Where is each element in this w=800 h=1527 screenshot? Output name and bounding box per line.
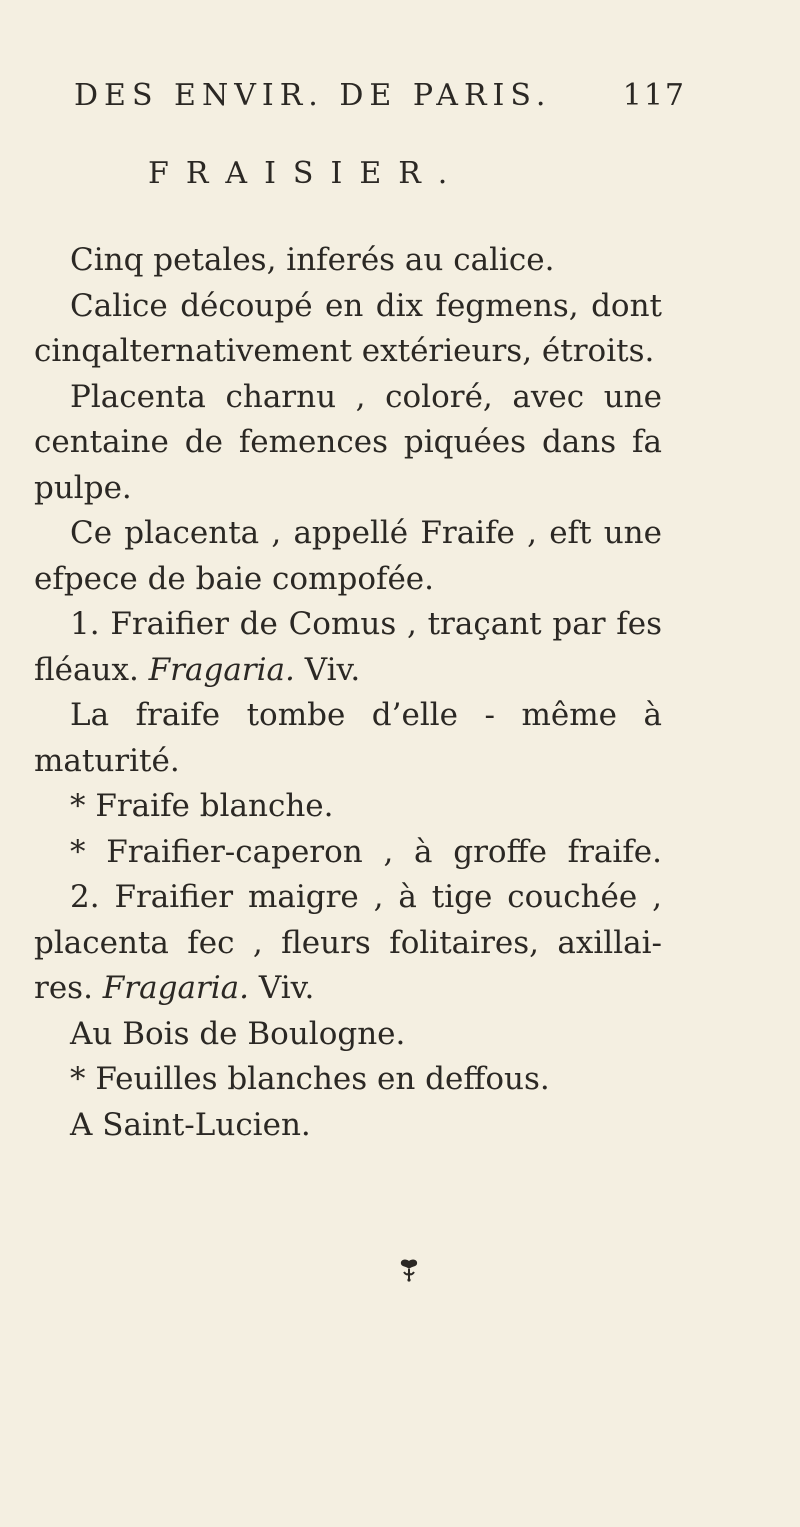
text-line: [34, 921, 662, 967]
text-line-main: * Feuilles blanches en deffous.: [70, 1061, 550, 1097]
text-line-main: Au Bois de Boulogne.: [70, 1015, 406, 1052]
text-line: [34, 557, 662, 603]
text-line: [34, 693, 662, 739]
text-line-main: res.: [34, 970, 93, 1006]
text-line: [34, 420, 662, 466]
text-line: [34, 511, 662, 557]
text-line-main: fléaux.: [34, 651, 139, 688]
running-head-title: DES ENVIR. DE PARIS.: [74, 78, 552, 113]
text-line-main: La fraife tombe d’elle - même à: [70, 697, 662, 733]
text-line-main: 1. Fraifier de Comus , traçant par fes: [70, 606, 662, 642]
text-line-main: pulpe.: [34, 469, 132, 506]
text-line: [34, 1103, 662, 1149]
text-line-main: maturité.: [34, 742, 180, 779]
page-number: 117: [622, 78, 686, 113]
genus-name: Fragaria.: [148, 651, 295, 688]
text-line: [34, 784, 662, 830]
text-line: [34, 830, 662, 876]
text-line-main: efpece de baie compofée.: [34, 560, 435, 597]
text-line: [34, 875, 662, 921]
text-line-main: Placenta charnu , coloré, avec une: [70, 378, 662, 415]
text-line: [34, 375, 662, 421]
text-line: [34, 238, 662, 284]
body-text: [34, 238, 662, 1148]
text-line-main: * Fraifier-caperon , à groffe fraife.: [70, 833, 662, 870]
running-head: [74, 78, 686, 113]
text-line: [34, 1057, 662, 1103]
text-line: [34, 466, 662, 512]
text-line: [34, 1012, 662, 1058]
text-line: [34, 602, 662, 648]
text-line-main: Cinq petales, inferés au calice.: [70, 242, 555, 278]
text-line-main: Calice découpé en dix fegmens, dont: [70, 287, 662, 324]
text-line: [34, 739, 662, 785]
text-line-main: 2. Fraifier maigre , à tige couchée ,: [70, 879, 662, 915]
text-line-main: Ce placenta , appellé Fraife , eft une: [70, 515, 662, 551]
text-line: [34, 966, 662, 1012]
text-line: [34, 648, 662, 694]
text-line: [34, 284, 662, 330]
text-line: [34, 329, 662, 375]
section-title: FRAISIER.: [148, 156, 465, 191]
text-line-tail: Viv.: [249, 970, 315, 1006]
fleuron-icon: [396, 1258, 422, 1282]
text-line-main: A Saint-Lucien.: [70, 1106, 311, 1143]
genus-name: Fragaria.: [102, 970, 250, 1006]
text-line-main: * Fraife blanche.: [70, 788, 334, 824]
text-line-tail: Viv.: [294, 651, 361, 688]
text-line-main: cinqalternativement extérieurs, étroits.: [34, 333, 655, 369]
text-line-main: placenta fec , fleurs folitaires, axillai-: [34, 924, 662, 961]
text-line-main: centaine de femences piquées dans fa: [34, 424, 662, 460]
